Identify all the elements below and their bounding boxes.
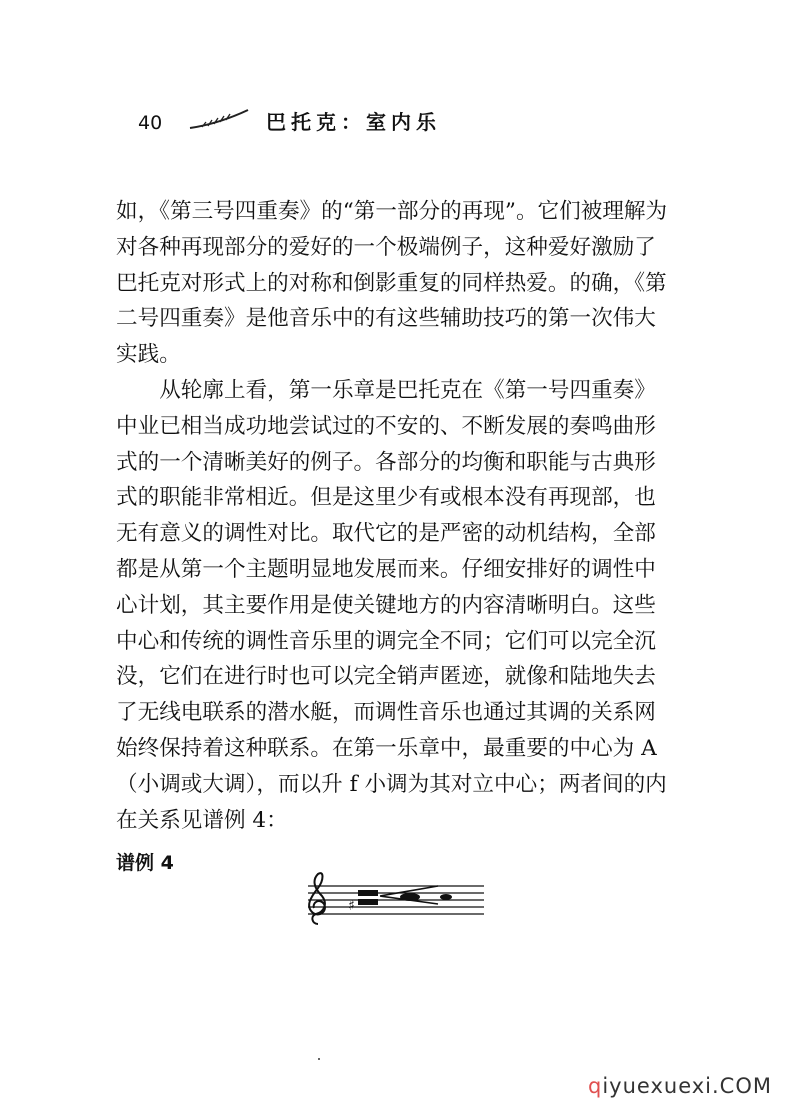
body-text — [116, 194, 672, 838]
page-header — [138, 104, 458, 144]
header-ornament-icon — [188, 108, 250, 132]
paragraph-text: 从轮廓上看，第一乐章是巴托克在《第一号四重奏》中业已相当成功地尝试过的不安的、不断发展的奏鸣曲形式的一个清晰美好的例子。各部分的均衡和职能与古典形式的职能非常相近。但是这里少有或根本没有再现部，也无有意义的调性对比。取代它的是严密的动机结构，全部都是从第一个主题明显地发展而来。仔细安排好的调性中心计划，其主要作用是使关键地方的内容清晰明白。这些中心和传统的调性音乐里的调完全不同；它们可以完全沉没，它们在进行时也可以完全销声匿迹，就像和陆地失去了无线电联系的潜水艇，而调性音乐也通过其调的关系网始终保持着这种联系。在第一乐章中，最重要的中心为 A（小调或大调），而以升 f 小调为其对立中心；两者间的内在关系见谱例 4： — [116, 377, 667, 833]
page-number: 40 — [138, 112, 163, 134]
treble-clef-icon — [309, 873, 325, 924]
site-watermark — [588, 1074, 772, 1098]
watermark-rest: iyuexuexi.COM — [602, 1074, 772, 1098]
music-example-staff — [298, 870, 488, 930]
paragraph-1 — [116, 194, 672, 373]
running-title: 巴托克：室内乐 — [266, 110, 441, 134]
page-speck — [318, 1058, 320, 1060]
watermark-prefix: q — [587, 1074, 603, 1098]
sharp-icon: ♯ — [348, 898, 355, 914]
paragraph-text: 如，《第三号四重奏》的“第一部分的再现”。它们被理解为对各种再现部分的爱好的一个极端例子，这种爱好激励了巴托克对形式上的对称和倒影重复的同样热爱。的确，《第二号四重奏》是他音乐中的有这些辅助技巧的第一次伟大实践。 — [116, 199, 668, 368]
example-label: 谱例 4 — [116, 852, 174, 874]
paragraph-2 — [116, 373, 672, 838]
